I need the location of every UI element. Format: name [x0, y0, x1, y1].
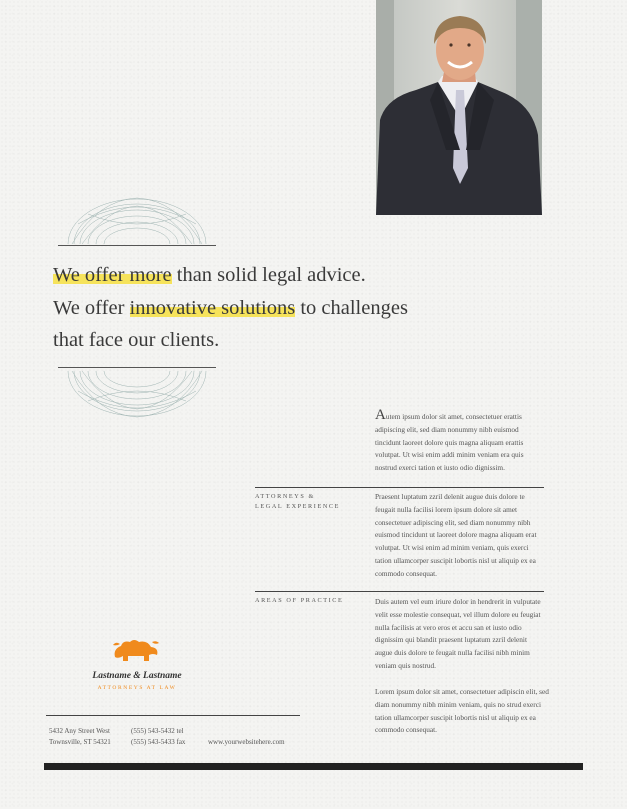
headline-text: to challenges [295, 296, 408, 319]
legal-experience-text: Praesent luptatum zzril delenit augue duis dolore te feugait nulla facilisi lorem ipsum dolore sit amet consectetuer adipiscing elit, sed diam nonummy nibh euismod tincidunt ut laoreet dolore magna aliquam erat volutpat. Ut wisi enim ad minim veniam, quis exerci tation ullamcorper suscipit lobortis nisl ut aliquip ex ea commodo consequat. [375, 492, 537, 578]
headline-line-2 [53, 292, 513, 325]
bottom-ornament [58, 367, 216, 422]
firm-tagline: ATTORNEYS AT LAW [97, 685, 177, 691]
drop-cap: A [375, 407, 386, 423]
firm-name: Lastname & Lastname [92, 671, 182, 681]
headline [53, 259, 513, 357]
ornament-rule [58, 367, 216, 368]
label-line: LEGAL EXPERIENCE [255, 502, 341, 510]
intro-paragraph [375, 407, 543, 475]
areas-of-practice-label: AREAS OF PRACTICE [255, 597, 344, 604]
legal-experience-label [255, 492, 365, 511]
headline-text: than solid legal advice. [171, 264, 366, 286]
address-line: 5432 Any Street West [49, 727, 110, 735]
intro-text: utem ipsum dolor sit amet, consectetuer erattis adipiscing elit, sed diam nonummy nibh euismod tincidunt laoreet dolore quis magna aliquam erattis volutpat. Ut wisi enim addi minim veniam era quis nostrud exerci tation et iusto odio dignissim. [375, 412, 524, 473]
lion-logo-icon [111, 637, 161, 663]
fax-number: (555) 543-5433 fax [131, 738, 186, 746]
top-ornament [58, 194, 216, 249]
bottom-bar [44, 763, 583, 770]
phone-number: (555) 543-5432 tel [131, 727, 184, 735]
label-line: ATTORNEYS & [255, 493, 315, 500]
address-block [49, 726, 111, 748]
headline-line-3: that face our clients. [53, 329, 220, 351]
address-line: Townsville, ST 54321 [49, 738, 111, 746]
section-divider [255, 591, 544, 592]
areas-of-practice-text-2: Lorem ipsum dolor sit amet, consectetuer adipiscin elit, sed diam nonummy nibh minim veniam, quis no strud exerci tation ullamcorper suscipit lobortis nisl ut aliquip ex ea commodo consequat. [375, 687, 549, 735]
ornament-rule [58, 245, 216, 246]
areas-of-practice-text: Duis autem vel eum iriure dolor in hendrerit in vulputate velit esse molestie consequat, vel illum dolore eu feugiat nulla facilisis at vero eros et accu san et iusto odio dignissim qui blandit praesent luptatum zzril delenit augue duis dolore te feugait nulla facilisi nibh minim veniam quis nostrud. [375, 597, 541, 670]
contact-divider [46, 715, 300, 716]
attorney-photo [376, 0, 542, 215]
website-link[interactable]: www.yourwebsitehere.com [208, 738, 285, 746]
section-divider [255, 487, 544, 488]
headline-line-1 [53, 259, 513, 292]
headline-highlight-2: innovative solutions [129, 296, 296, 319]
headline-highlight-1: We offer more [53, 264, 172, 286]
phone-block [131, 726, 185, 748]
headline-text: We offer [53, 296, 130, 319]
